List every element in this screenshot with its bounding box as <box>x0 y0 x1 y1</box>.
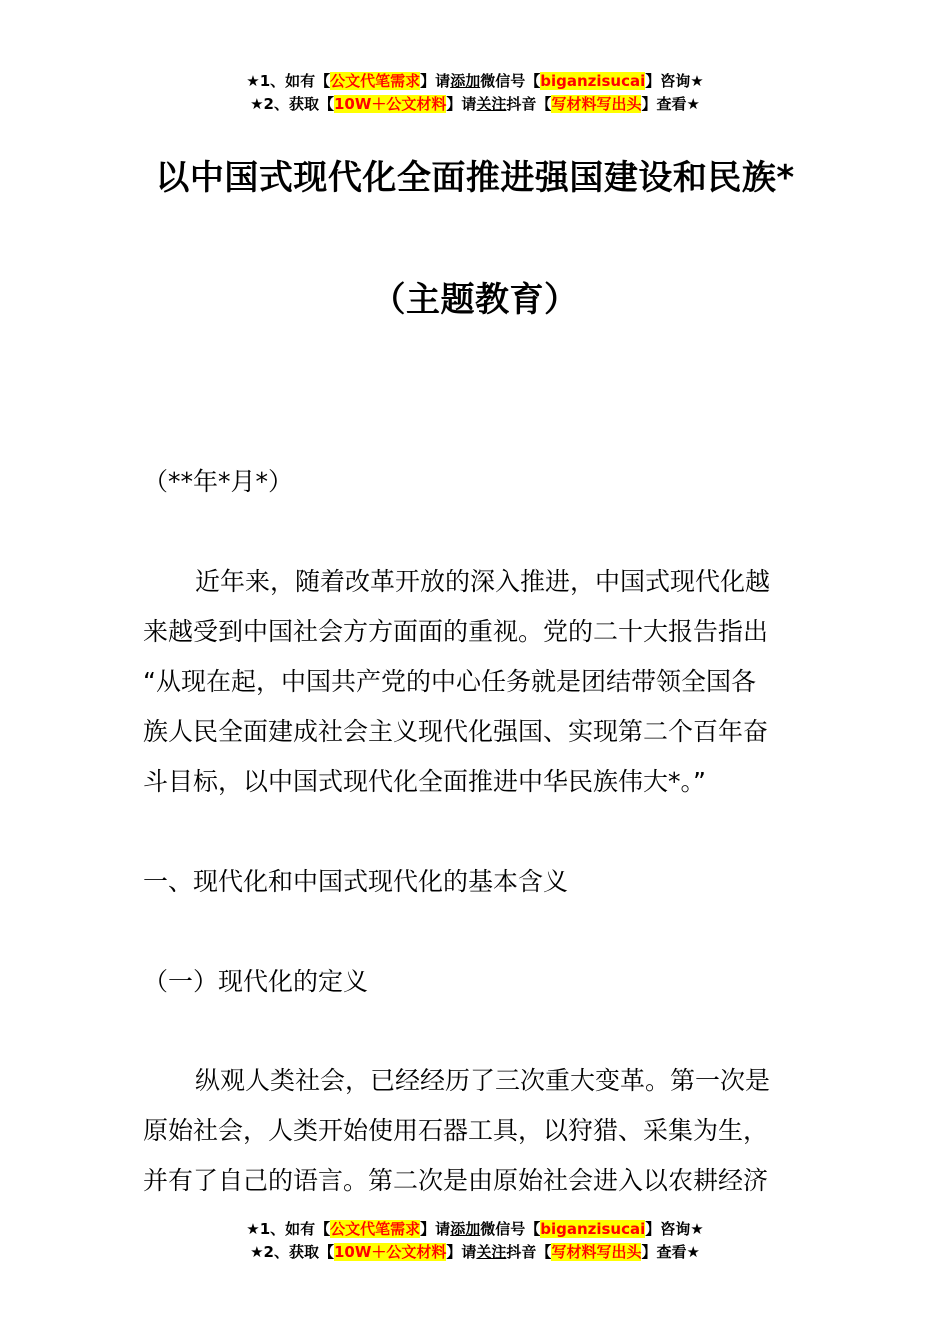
banner-text: 】咨询★ <box>645 1220 704 1238</box>
paragraph-line: 纵观人类社会，已经经历了三次重大变革。第一次是 <box>195 1066 771 1095</box>
banner-wechat-id: biganzisucai <box>540 72 646 90</box>
banner-underlined-text: 添加 <box>450 72 481 90</box>
banner-text: 抖音【 <box>506 95 552 113</box>
paragraph-body <box>143 1056 809 1206</box>
banner-text: ★1、如有【 <box>246 1220 331 1238</box>
paragraph-line: 族人民全面建成社会主义现代化强国、实现第二个百年奋 <box>143 717 769 746</box>
banner-highlight: 公文代笔需求 <box>330 72 421 90</box>
banner-underlined-text: 关注 <box>476 1243 507 1261</box>
banner-text: 抖音【 <box>506 1243 552 1261</box>
banner-text: 】请 <box>420 1220 451 1238</box>
banner-highlight: 10W＋公文材料 <box>333 95 447 113</box>
banner-text: 微信号【 <box>480 72 541 90</box>
banner-underlined-text: 添加 <box>450 1220 481 1238</box>
footer-banner <box>0 1218 950 1264</box>
banner-line-1 <box>0 1218 950 1241</box>
header-banner <box>0 70 950 116</box>
banner-text: 】查看★ <box>641 95 700 113</box>
banner-highlight: 写材料写出头 <box>551 1243 642 1261</box>
paragraph-intro <box>143 557 809 807</box>
document-date: （**年*月*） <box>143 467 294 496</box>
banner-wechat-id: biganzisucai <box>540 1220 646 1238</box>
banner-line-2 <box>0 1241 950 1264</box>
paragraph-line: 并有了自己的语言。第二次是由原始社会进入以农耕经济 <box>143 1166 769 1195</box>
paragraph-line: 来越受到中国社会方方面面的重视。党的二十大报告指出 <box>143 617 769 646</box>
banner-text: 微信号【 <box>480 1220 541 1238</box>
banner-highlight: 10W＋公文材料 <box>333 1243 447 1261</box>
banner-text: ★1、如有【 <box>246 72 331 90</box>
document-title: 以中国式现代化全面推进强国建设和民族* <box>155 158 795 198</box>
banner-line-2 <box>0 93 950 116</box>
section-heading: 一、现代化和中国式现代化的基本含义 <box>143 867 569 896</box>
paragraph-line: 斗目标，以中国式现代化全面推进中华民族伟大*。” <box>143 767 706 796</box>
banner-text: 】请 <box>446 1243 477 1261</box>
paragraph-line: 原始社会，人类开始使用石器工具，以狩猎、采集为生， <box>143 1116 769 1145</box>
banner-text: ★2、获取【 <box>250 1243 334 1261</box>
paragraph-line: “从现在起，中国共产党的中心任务就是团结带领全国各 <box>143 667 756 696</box>
banner-text: 】查看★ <box>641 1243 700 1261</box>
banner-highlight: 公文代笔需求 <box>330 1220 421 1238</box>
banner-underlined-text: 关注 <box>476 95 507 113</box>
banner-text: 】咨询★ <box>645 72 704 90</box>
paragraph-line: 近年来，随着改革开放的深入推进，中国式现代化越 <box>195 567 771 596</box>
banner-text: 】请 <box>446 95 477 113</box>
banner-text: 】请 <box>420 72 451 90</box>
banner-text: ★2、获取【 <box>250 95 334 113</box>
document-subtitle: （主题教育） <box>371 280 579 320</box>
subsection-heading: （一）现代化的定义 <box>143 967 369 996</box>
banner-line-1 <box>0 70 950 93</box>
banner-highlight: 写材料写出头 <box>551 95 642 113</box>
